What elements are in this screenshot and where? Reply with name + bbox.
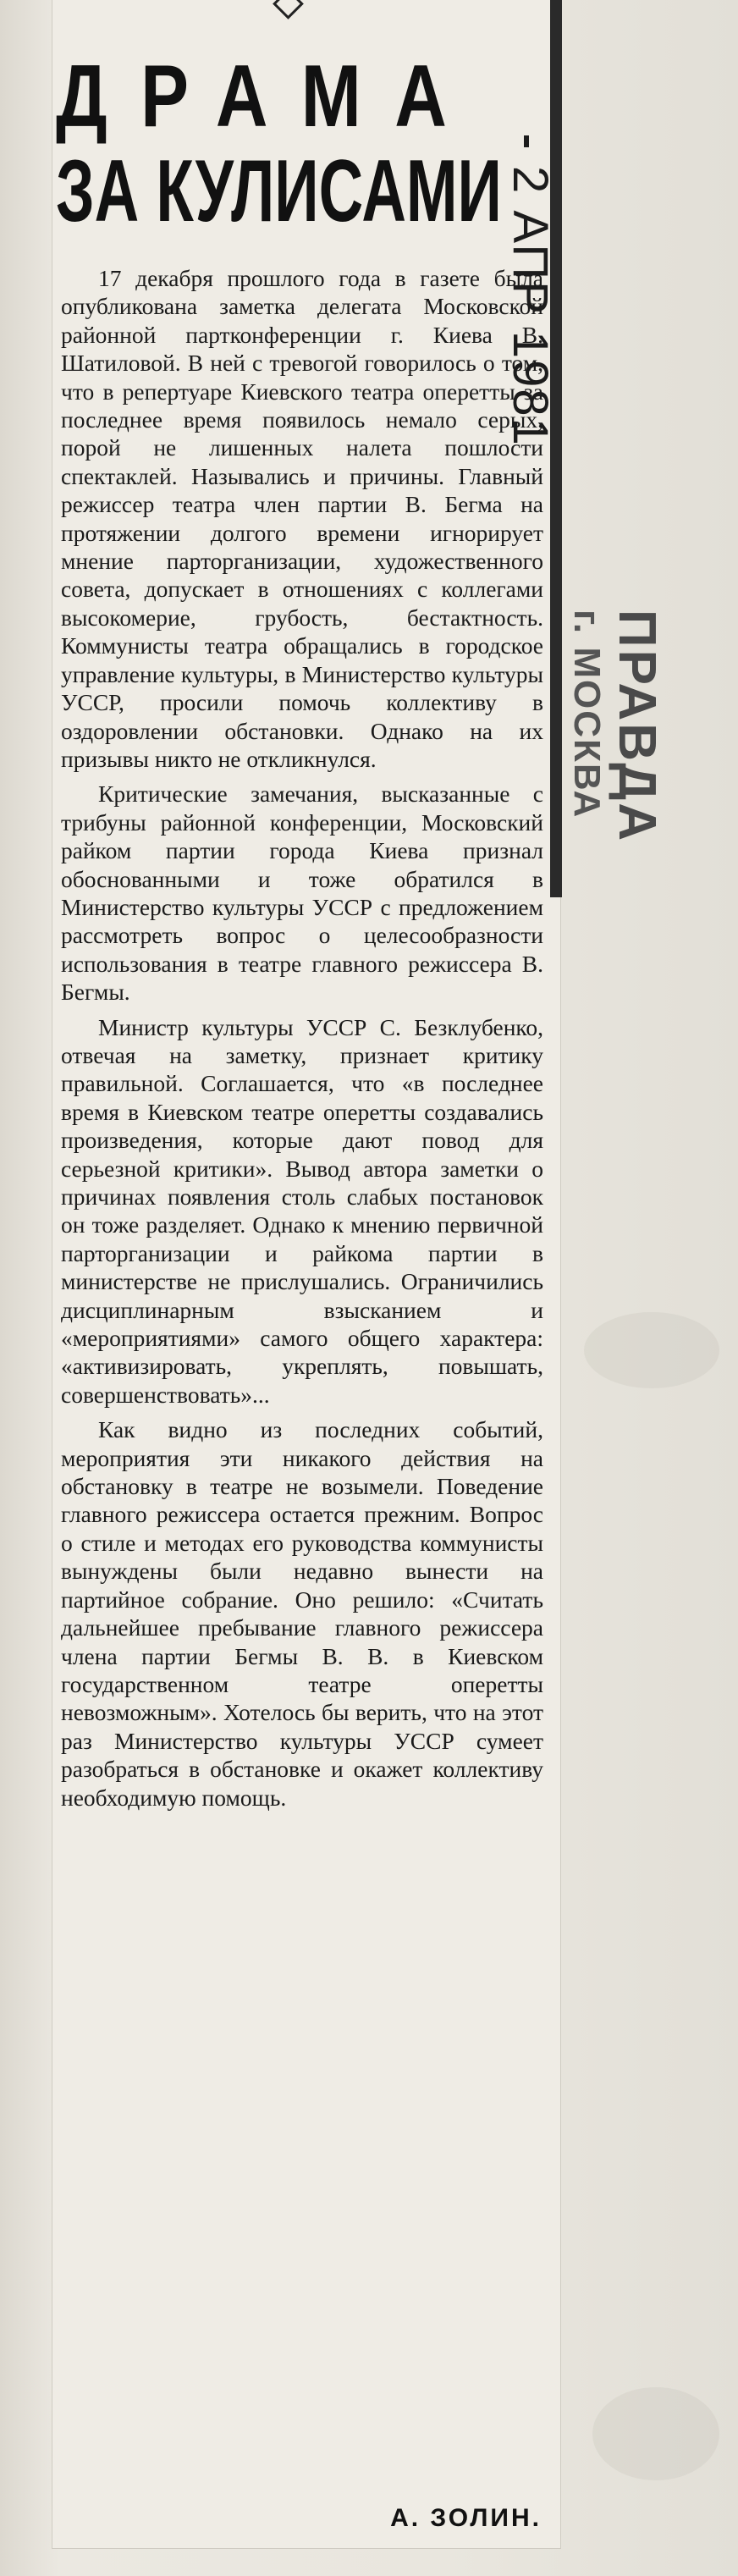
article-paragraph: Министр культуры УССР С. Безклубенко, отвечая на заметку, признает критику правильной. Соглашается, что «в последнее время в Киевском театре оперетты создавались произведения, которые дают повод для серьезной критики». Вывод автора заметки о причинах появления столь слабых постановок он тоже разделяет. Однако к мнению первичной парторганизации и райкома партии в министерстве не прислушались. Ограничились дисциплинарным взысканием и «мероприятиями» самого общего характера: «активизировать, укреплять, повышать, совершенствовать»... <box>61 1013 543 1408</box>
article-body <box>61 264 543 1818</box>
article-paragraph: Как видно из последних событий, мероприятия эти никакого действия на обстановку в театре не возымели. Поведение главного режиссера остается прежним. Вопрос о стиле и методах его руководства коммунисты вынуждены были недавно вынести на партийное собрание. Оно решило: «Считать дальнейшее пребывание главного режиссера члена партии Бегмы В. В. в Киевском государственном театре оперетты невозможным». Хотелось бы верить, что на этот раз Министерство культуры УССР сумеет разобраться в обстановке и окажет коллективу необходимую помощь. <box>61 1416 543 1811</box>
author-signature: А. ЗОЛИН. <box>390 2504 542 2532</box>
dash-icon <box>524 135 529 147</box>
article-paragraph: Критические замечания, высказанные с трибуны районной конференции, Московский райком партии города Киева признал обоснованными и тоже обратился в Министерство культуры УССР с предложением рассмотреть вопрос о целесообразности использования в театре главного режиссера В. Бегмы. <box>61 781 543 1006</box>
article-paragraph: 17 декабря прошлого года в газете была опубликована заметка делегата Московской районной партконференции г. Киева В. Шатиловой. В ней с тревогой говорилось о том, что в репертуаре Киевского театра оперетты за последнее время появилось немало серых, порой не лишенных налета пошлости спектаклей. Назывались и причины. Главный режиссер театра член партии В. Бегма на протяжении долгого времени игнорирует мнение парторганизации, художественного совета, допускает в отношениях с коллегами высокомерие, грубость, бестактность. Коммунисты театра обращались в городское управление культуры, в Министерство культуры УССР, просили помочь коллективу в оздоровлении обстановки. Однако на их призывы никто не откликнулся. <box>61 265 543 772</box>
newspaper-stamp: ПРАВДА <box>608 610 666 844</box>
paper-smudge <box>592 2387 719 2480</box>
headline-line-1: ДРАМА <box>56 47 481 146</box>
date-stamp <box>502 135 559 447</box>
headline <box>56 47 555 240</box>
paper-smudge <box>584 1312 719 1388</box>
headline-line-2: ЗА КУЛИСАМИ <box>56 142 502 240</box>
city-stamp: г. МОСКВА <box>566 610 608 819</box>
ornament-icon <box>267 0 295 12</box>
date-stamp-text: 2 АПР 1981 <box>503 166 558 447</box>
